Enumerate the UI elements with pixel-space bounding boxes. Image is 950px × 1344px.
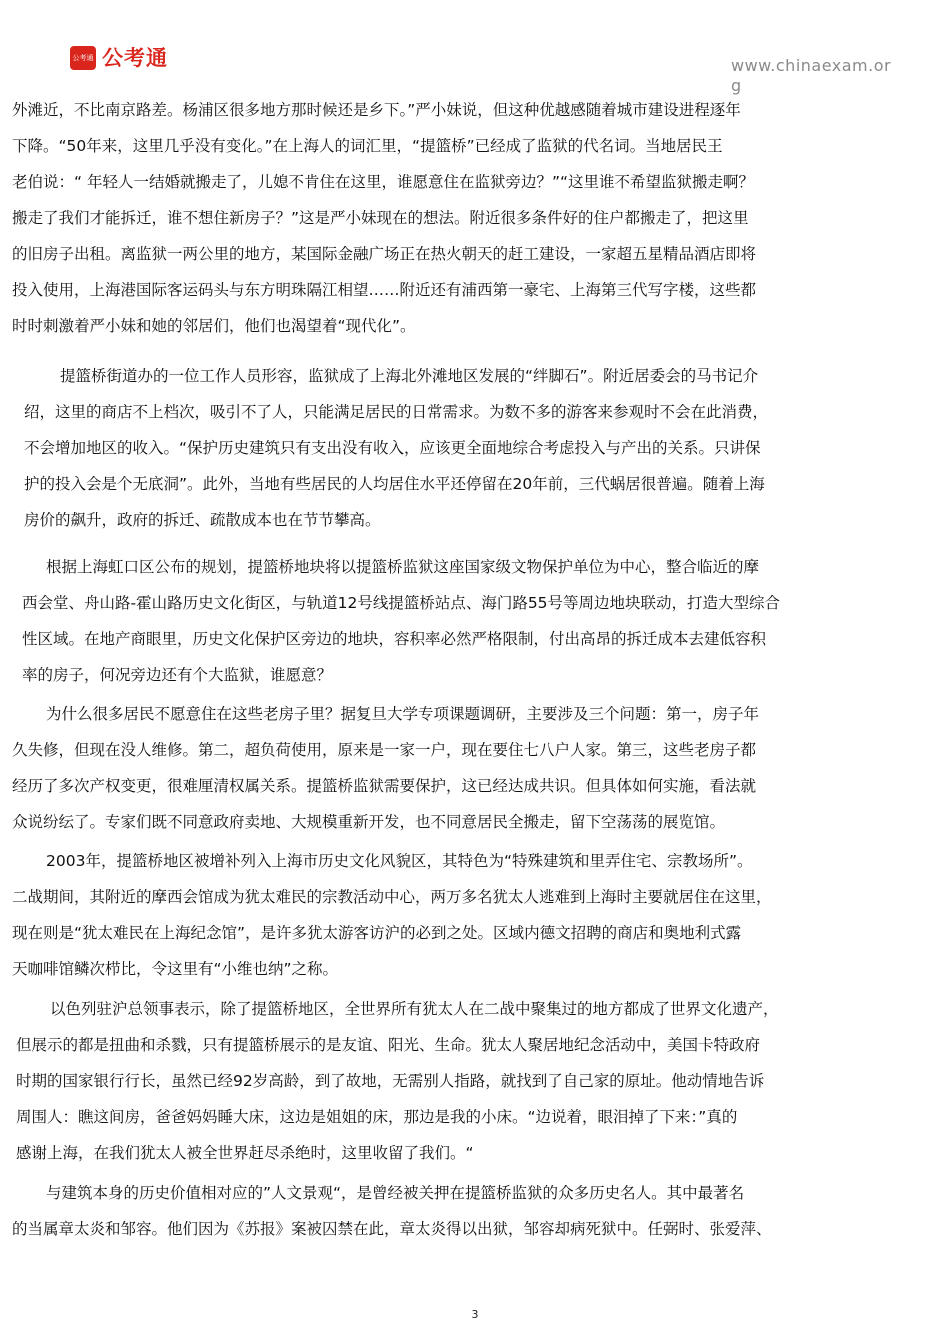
paragraph-line: 率的房子，何况旁边还有个大监狱，谁愿意？ bbox=[22, 666, 333, 684]
header-url: www.chinaexam.org bbox=[731, 56, 892, 95]
paragraph-line: 性区域。在地产商眼里，历史文化保护区旁边的地块，容积率必然严格限制，付出高昂的拆迁成本去建低容积 bbox=[22, 630, 767, 648]
paragraph-line: 2003年，提篮桥地区被增补列入上海市历史文化风貌区，其特色为“特殊建筑和里弄住宅、宗教场所”。 bbox=[46, 852, 753, 870]
paragraph-line: 的当属章太炎和邹容。他们因为《苏报》案被囚禁在此，章太炎得以出狱，邹容却病死狱中。任弼时、张爱萍、 bbox=[12, 1220, 772, 1238]
paragraph-line: 房价的飙升，政府的拆迁、疏散成本也在节节攀高。 bbox=[24, 511, 381, 529]
paragraph-line: 二战期间，其附近的摩西会馆成为犹太难民的宗教活动中心，两万多名犹太人逃难到上海时主要就居住在这里， bbox=[12, 888, 772, 906]
paragraph-line: 天咖啡馆鳞次栉比，令这里有“小维也纳”之称。 bbox=[12, 960, 339, 978]
paragraph-line: 与建筑本身的历史价值相对应的”人文景观“，是曾经被关押在提篮桥监狱的众多历史名人。其中最著名 bbox=[46, 1184, 745, 1202]
paragraph-line: 下降。“50年来，这里几乎没有变化。”在上海人的词汇里，“提篮桥”已经成了监狱的代名词。当地居民王 bbox=[12, 137, 723, 155]
page-number: 3 bbox=[471, 1308, 479, 1321]
paragraph-line: 久失修，但现在没人维修。第二，超负荷使用，原来是一家一户，现在要住七八户人家。第三，这些老房子都 bbox=[12, 741, 757, 759]
paragraph-line: 感谢上海，在我们犹太人被全世界赶尽杀绝时，这里收留了我们。“ bbox=[16, 1144, 474, 1162]
paragraph-line: 西会堂、舟山路-霍山路历史文化街区，与轨道12号线提篮桥站点、海门路55号等周边地块联动，打造大型综合 bbox=[22, 594, 781, 612]
paragraph-line: 外滩近，不比南京路差。杨浦区很多地方那时候还是乡下。”严小妹说，但这种优越感随着城市建设进程逐年 bbox=[12, 101, 741, 119]
paragraph-line: 根据上海虹口区公布的规划，提篮桥地块将以提篮桥监狱这座国家级文物保护单位为中心，整合临近的摩 bbox=[46, 558, 760, 576]
paragraph-line: 不会增加地区的收入。“保护历史建筑只有支出没有收入，应该更全面地综合考虑投入与产出的关系。只讲保 bbox=[24, 439, 761, 457]
paragraph-line: 护的投入会是个无底洞”。此外，当地有些居民的人均居住水平还停留在20年前，三代蜗居很普遍。随着上海 bbox=[24, 475, 765, 493]
paragraph-line: 的旧房子出租。离监狱一两公里的地方，某国际金融广场正在热火朝天的赶工建设，一家超五星精品酒店即将 bbox=[12, 245, 757, 263]
paragraph-line: 绍，这里的商店不上档次，吸引不了人，只能满足居民的日常需求。为数不多的游客来参观时不会在此消费， bbox=[24, 403, 769, 421]
paragraph-line: 投入使用，上海港国际客运码头与东方明珠隔江相望……附近还有浦西第一豪宅、上海第三代写字楼，这些都 bbox=[12, 281, 757, 299]
logo-icon: 公考通 bbox=[70, 46, 96, 70]
paragraph-line: 为什么很多居民不愿意住在这些老房子里？据复旦大学专项课题调研，主要涉及三个问题：第一，房子年 bbox=[46, 705, 760, 723]
paragraph-line: 搬走了我们才能拆迁，谁不想住新房子？”这是严小妹现在的想法。附近很多条件好的住户都搬走了，把这里 bbox=[12, 209, 749, 227]
paragraph-line: 老伯说：“ 年轻人一结婚就搬走了，儿媳不肯住在这里，谁愿意住在监狱旁边？”“这里谁不希望监狱搬走啊？ bbox=[12, 173, 755, 191]
paragraph-line: 提篮桥街道办的一位工作人员形容，监狱成了上海北外滩地区发展的“绊脚石”。附近居委会的马书记介 bbox=[60, 367, 759, 385]
paragraph-line: 时时刺激着严小妹和她的邻居们，他们也渴望着“现代化”。 bbox=[12, 317, 416, 335]
paragraph-line: 以色列驻沪总领事表示，除了提篮桥地区，全世界所有犹太人在二战中聚集过的地方都成了世界文化遗产， bbox=[50, 1000, 779, 1018]
paragraph-line: 众说纷纭了。专家们既不同意政府卖地、大规模重新开发，也不同意居民全搬走，留下空荡荡的展览馆。 bbox=[12, 813, 726, 831]
paragraph-line: 周围人：瞧这间房，爸爸妈妈睡大床，这边是姐姐的床，那边是我的小床。“边说着，眼泪掉了下来：”真的 bbox=[16, 1108, 738, 1126]
paragraph-line: 时期的国家银行行长，虽然已经92岁高龄，到了故地，无需别人指路，就找到了自己家的原址。他动情地告诉 bbox=[16, 1072, 765, 1090]
paragraph-line: 经历了多次产权变更，很难厘清权属关系。提篮桥监狱需要保护，这已经达成共识。但具体如何实施，看法就 bbox=[12, 777, 757, 795]
logo-text: 公考通 bbox=[102, 46, 168, 70]
page-header bbox=[0, 0, 950, 100]
paragraph-line: 但展示的都是扭曲和杀戮，只有提篮桥展示的是友谊、阳光、生命。犹太人聚居地纪念活动中，美国卡特政府 bbox=[16, 1036, 761, 1054]
paragraph-line: 现在则是“犹太难民在上海纪念馆”，是许多犹太游客访沪的必到之处。区域内德文招聘的商店和奥地利式露 bbox=[12, 924, 742, 942]
